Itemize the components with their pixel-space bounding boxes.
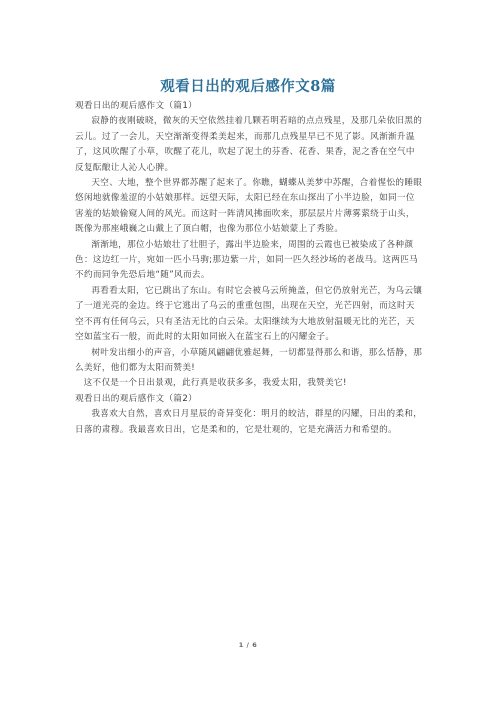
section-heading-1: 观看日出的观后感作文（篇1） bbox=[75, 101, 198, 111]
paragraph: 寂静的夜刚破晓，微灰的天空依然挂着几颗若明若暗的点点残星，及那几朵依旧黑的云儿。过了一会儿，天空渐渐变得柔美起来，而那几点残星早已不见了影。风渐渐升温了，这风吹醒了小草，吹醒了花儿，吹起了泥土的芬香、花香、果香，泥之香在空气中反复酝酿让人沁人心脾。 bbox=[75, 116, 423, 173]
paragraph: 再看看太阳，它已跳出了东山。有时它会被乌云所掩盖，但它仍放射光芒，为乌云镶了一道光亮的金边。终于它逃出了乌云的重重包围，出现在天空，光芒四射，而这时天空不再有任何乌云，只有圣洁无比的白云朵。太阳继续为大地放射温暖无比的光芒，天空如蓝宝石一般，而此时的太阳如同嵌入在蓝宝石上的闪耀金子。 bbox=[75, 285, 423, 343]
page-number: 1 / 6 bbox=[238, 641, 258, 649]
paragraph: 这不仅是一个日出景观，此行真是收获多多，我爱太阳，我赞美它! bbox=[83, 378, 347, 389]
paragraph: 天空、大地，整个世界都苏醒了起来了。你瞧，蝴蝶从美梦中苏醒，合着惺忪的睡眼悠闲地就像羞涩的小姑娘那样。远望天际，太阳已经在东山探出了小半边脸，如同一位害羞的姑娘偷窥人间的风光。而这时一阵清风拂面吹来，那层层片片薄雾萦绕于山头，既像为那座峨巍之山戴上了顶白帽，也像为那位小姑娘蒙上了秀脸。 bbox=[75, 178, 423, 235]
paragraph: 我喜欢大自然，喜欢日月星辰的奇异变化：明月的皎洁，群星的闪耀，日出的柔和，日落的肃穆。我最喜欢日出，它是柔和的，它是壮观的，它是充满活力和希望的。 bbox=[75, 409, 423, 435]
paragraph: 渐渐地，那位小姑娘壮了壮胆子，露出半边脸来，周围的云霞也已被染成了各种颜色：这边红一片，宛如一匹小马驹;那边紫一片，如同一匹久经沙场的老战马。这两匹马不约而同争先恐后地“随”风而去。 bbox=[75, 239, 419, 281]
document-title: 观看日出的观后感作文8篇 bbox=[160, 78, 336, 95]
section-heading-2: 观看日出的观后感作文（篇2） bbox=[75, 393, 198, 404]
document-body bbox=[75, 99, 423, 438]
paragraph: 树叶发出细小的声音，小草随风翩翩优雅起舞，一切都显得那么和谐，那么恬静，那么美好，他们都为太阳而赞美! bbox=[75, 347, 423, 373]
